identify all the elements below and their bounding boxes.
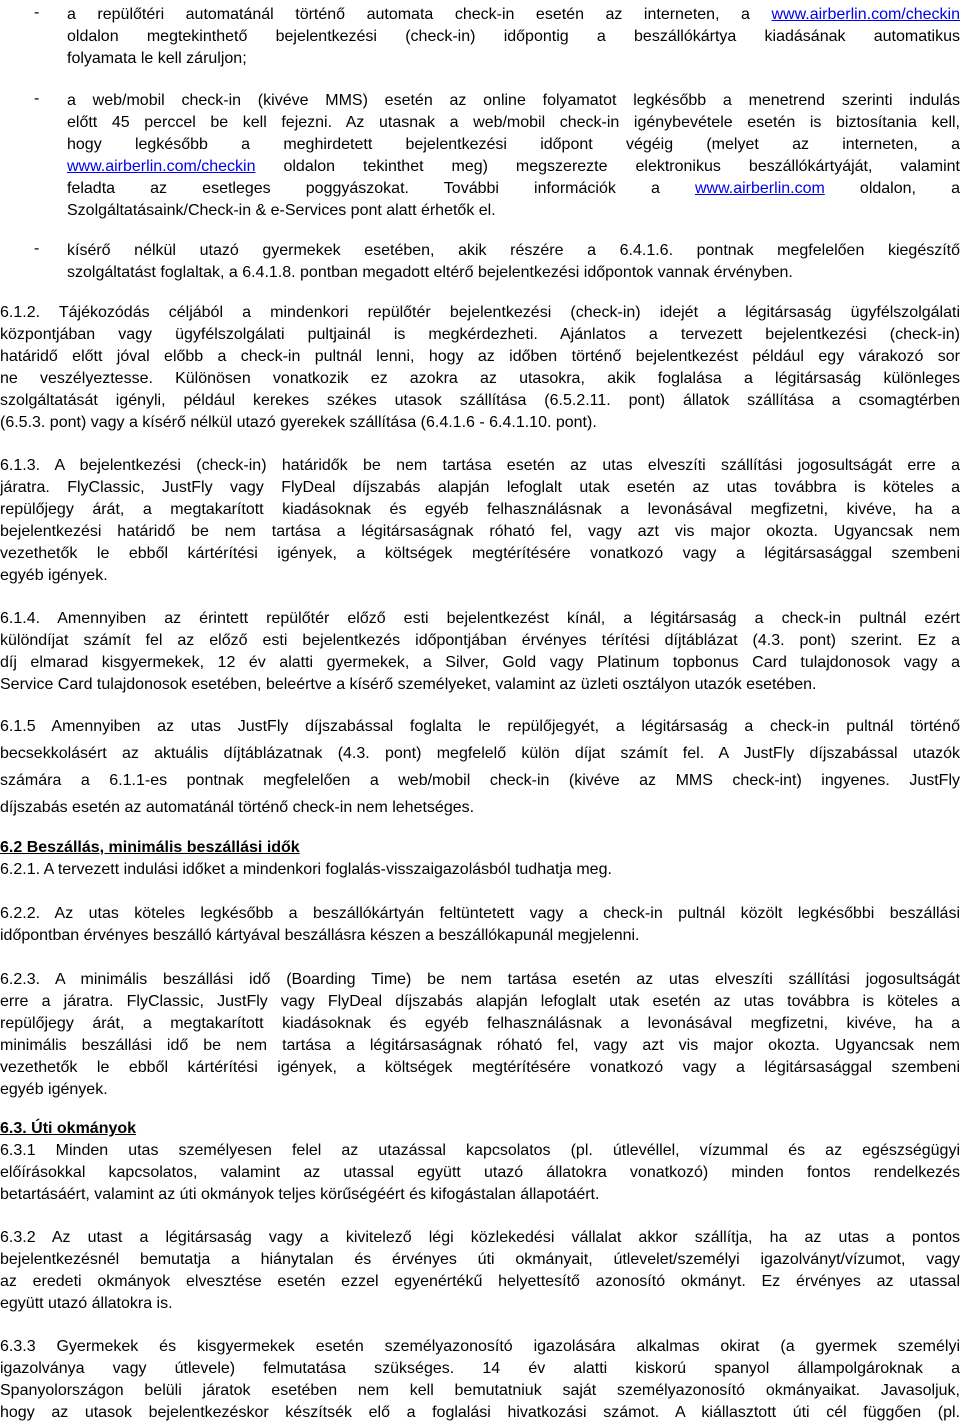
text-line: bejelentkezési határidő be nem tartása a légitársaságnak róható fel, vagy azt vis major okozta. Ugyancsak nem bbox=[0, 523, 960, 540]
paragraph-6-2-3 bbox=[0, 969, 960, 1101]
text-line: vezethetők le ebből kártérítési igények, a költségek megtérítésére vonatkozó vagy a légitársasággal szembeni bbox=[0, 545, 960, 562]
text-line: a repülőtéri automatánál történő automata check-in esetén az interneten, a www.airberlin.com/checkin bbox=[67, 6, 960, 23]
text-line: becsekkolásért az aktuális díjtáblázatnak (4.3. pont) megfelelő külön díjat számít fel. A JustFly díjszabással utazók bbox=[0, 745, 960, 762]
text-line: ne veszélyeztesse. Különösen vonatkozik ez azokra az utasokra, akik foglalása a légitársaság különleges bbox=[0, 370, 960, 387]
text-line: 6.2.2. Az utas köteles legkésőbb a beszállókártyán feltüntetett vagy a check-in pultnál közölt legkésőbbi beszállási bbox=[0, 905, 960, 922]
text-line: egyéb igények. bbox=[0, 567, 108, 584]
text-line: vezethetők le ebből kártérítési igények, a költségek megtérítésére vonatkozó vagy a légitársasággal szembeni bbox=[0, 1059, 960, 1076]
text-line: 6.1.4. Amennyiben az érintett repülőtér előző esti bejelentkezést kínál, a légitársaság a check-in pultnál ezért bbox=[0, 610, 960, 627]
text-line: járatra. FlyClassic, JustFly vagy FlyDeal díjszabás alapján lefoglalt utak esetén az utas továbbra is köteles a bbox=[0, 479, 960, 496]
section-heading: 6.3. Úti okmányok bbox=[0, 1120, 137, 1137]
text-line: kísérő nélkül utazó gyermekek esetében, akik részére a 6.4.1.6. pontnak megfelelően kiegészítő bbox=[67, 242, 960, 259]
text-line: hogy legkésőbb a meghirdetett bejelentkezési időpont végéig (melyet az interneten, a bbox=[67, 136, 960, 153]
text-line: erre a járatra. FlyClassic, JustFly vagy FlyDeal díjszabás alapján lefoglalt utak esetén az utas továbbra is köteles a bbox=[0, 993, 960, 1010]
paragraph-6-3-2 bbox=[0, 1227, 960, 1315]
bullet-item bbox=[0, 4, 960, 70]
paragraph-6-1-3 bbox=[0, 455, 960, 587]
text-line: repülőjegy árát, a megtakarított kiadásoknak és egyéb felhasználásnak a levonásával megfizetni, kivéve, ha a bbox=[0, 501, 960, 518]
text-line: különdíjat számít fel az előző esti bejelentkezés időpontjában érvényes térítési díjtáblázat (4.3. pont) szerint. Ez a bbox=[0, 632, 960, 649]
text-line: folyamata le kell záruljon; bbox=[67, 50, 247, 67]
bullet-item bbox=[0, 240, 960, 284]
bullet-item bbox=[0, 90, 960, 222]
text-line: oldalon megtekinthető bejelentkezési (check-in) időpontig a beszállókártya kiadásának automatikus bbox=[67, 28, 960, 45]
paragraph-6-1-2 bbox=[0, 302, 960, 434]
paragraph-6-1-4 bbox=[0, 608, 960, 696]
text-line: a web/mobil check-in (kivéve MMS) esetén az online folyamatot legkésőbb a menetrend szerinti indulás bbox=[67, 92, 960, 109]
bullet-marker: - bbox=[34, 90, 40, 107]
text-line: együtt utazó állatokra is. bbox=[0, 1295, 173, 1312]
text-line: Service Card tulajdonosok esetében, beleértve a kísérő személyeket, valamint az üzleti osztályon utazók esetében. bbox=[0, 676, 817, 693]
text-line: időpontban érvényes beszálló kártyával beszállásra készen a beszállókapunál megjelenni. bbox=[0, 927, 640, 944]
web-link[interactable]: www.airberlin.com bbox=[695, 180, 825, 197]
paragraph-6-3-3 bbox=[0, 1336, 960, 1424]
text-line: szolgáltatását igényli, például kerekes székes utasok szállítása (6.5.2.11. pont) állatok szállítása a csomagtérben bbox=[0, 392, 960, 409]
text-line: egyéb igények. bbox=[0, 1081, 108, 1098]
text-line: minimális beszállási idő be nem tartása a légitársaságnak róható fel, vagy azt vis major okozta. Ugyancsak nem bbox=[0, 1037, 960, 1054]
text-line: betartásáért, valamint az úti okmányok teljes körűségéért és kifogástalan állapotáért. bbox=[0, 1186, 600, 1203]
text-line: díj elmarad kisgyermekek, 12 év alatti gyermekek, a Silver, Gold vagy Platinum topbonus Card tulajdonosok vagy a bbox=[0, 654, 960, 671]
text-line: 6.2.1. A tervezett indulási időket a mindenkori foglalás-visszaigazolásból tudhatja meg. bbox=[0, 861, 612, 878]
web-link[interactable]: www.airberlin.com/checkin bbox=[771, 6, 960, 23]
paragraph-6-1-5 bbox=[0, 716, 960, 816]
text-line: igazolványa vagy útlevele) felmutatása szükséges. 14 év alatti kiskorú spanyol állampolgároknak a bbox=[0, 1360, 960, 1377]
text-line: 6.3.2 Az utast a légitársaság vagy a kivitelező légi közlekedési vállalat akkor szállítja, ha az utas a pontos bbox=[0, 1229, 960, 1246]
text-line: központjában vagy ügyfélszolgálati pultjainál is megkérdezheti. Ajánlatos a tervezett bejelentkezési (check-in) bbox=[0, 326, 960, 343]
text-line: 6.2.3. A minimális beszállási idő (Boarding Time) be nem tartása esetén az utas elveszíti szállítási jogosultságát bbox=[0, 971, 960, 988]
text-line: előtt 45 perccel be kell fejezni. Az utasnak a web/mobil check-in igénybevétele esetén is biztosítania kell, bbox=[67, 114, 960, 131]
section-heading: 6.2 Beszállás, minimális beszállási idők bbox=[0, 839, 300, 856]
text-line: bejelentkezésnél bemutatja a hiánytalan és érvényes úti okmányait, útlevelet/személyi igazolványt/vízumot, vagy bbox=[0, 1251, 960, 1268]
text-line: határidő előtt jóval előbb a check-in pultnál lenni, hogy az időben történő bejelentkezést például egy várakozó sor bbox=[0, 348, 960, 365]
text-line: 6.1.3. A bejelentkezési (check-in) határidők be nem tartása esetén az utas elveszíti szállítási jogosultságát erre a bbox=[0, 457, 960, 474]
text-line: az eredeti okmányok elvesztése esetén ezzel egyenértékű helyettesítő azonosító okmányt. Ez érvényes az utassal bbox=[0, 1273, 960, 1290]
text-line: előírásokkal kapcsolatos, valamint az utassal együtt utazó állatokra vonatkozó) minden fontos rendelkezés bbox=[0, 1164, 960, 1181]
text-line: 6.3.1 Minden utas személyesen felel az utazással kapcsolatos (pl. útlevéllel, vízummal és az egészségügyi bbox=[0, 1142, 960, 1159]
text-line: (6.5.3. pont) vagy a kísérő nélkül utazó gyerekek szállítása (6.4.1.6 - 6.4.1.10. pont). bbox=[0, 414, 597, 431]
text-line: www.airberlin.com/checkin oldalon tekinthet meg) megszerezte elektronikus beszállókártyáját, valamint bbox=[67, 158, 960, 175]
text-line: díjszabás esetén az automatánál történő check-in nem lehetséges. bbox=[0, 799, 475, 816]
text-line: szolgáltatást foglaltak, a 6.4.1.8. pontban megadott eltérő bejelentkezési időpontok vannak érvényben. bbox=[67, 264, 793, 281]
bullet-marker: - bbox=[34, 4, 40, 21]
bullet-marker: - bbox=[34, 240, 40, 257]
text-line: feladta az esetleges poggyászokat. További információk a www.airberlin.com oldalon, a bbox=[67, 180, 960, 197]
web-link[interactable]: www.airberlin.com/checkin bbox=[67, 158, 256, 175]
section-6-3 bbox=[0, 1118, 960, 1206]
text-line: 6.3.3 Gyermekek és kisgyermekek esetén személyazonosító igazolására alkalmas okirat (a gyermek személyi bbox=[0, 1338, 960, 1355]
text-line: repülőjegy árát, a megtakarított kiadásoknak és egyéb felhasználásnak a levonásával megfizetni, kivéve, ha a bbox=[0, 1015, 960, 1032]
text-line: 6.1.5 Amennyiben az utas JustFly díjszabással foglalta le repülőjegyét, a légitársaság a check-in pultnál történő bbox=[0, 718, 960, 735]
text-line: 6.1.2. Tájékozódás céljából a mindenkori repülőtér bejelentkezési (check-in) idejét a légitársaság ügyfélszolgálati bbox=[0, 304, 960, 321]
text-line: Spanyolországon belüli járatok esetében nem kell bemutatniuk saját személyazonosító okmányaikat. Javasoljuk, bbox=[0, 1382, 960, 1399]
text-line: Szolgáltatásaink/Check-in & e-Services pont alatt érhetők el. bbox=[67, 202, 496, 219]
text-line: számára a 6.1.1-es pontnak megfelelően a web/mobil check-in (kivéve az MMS check-int) ingyenes. JustFly bbox=[0, 772, 960, 789]
section-6-2 bbox=[0, 837, 960, 881]
text-line: hogy az utasok bejelentkezéskor készítsék elő a foglalási hivatkozási számot. A kiállasztott úti cél függően (pl. bbox=[0, 1404, 960, 1421]
paragraph-6-2-2 bbox=[0, 903, 960, 947]
